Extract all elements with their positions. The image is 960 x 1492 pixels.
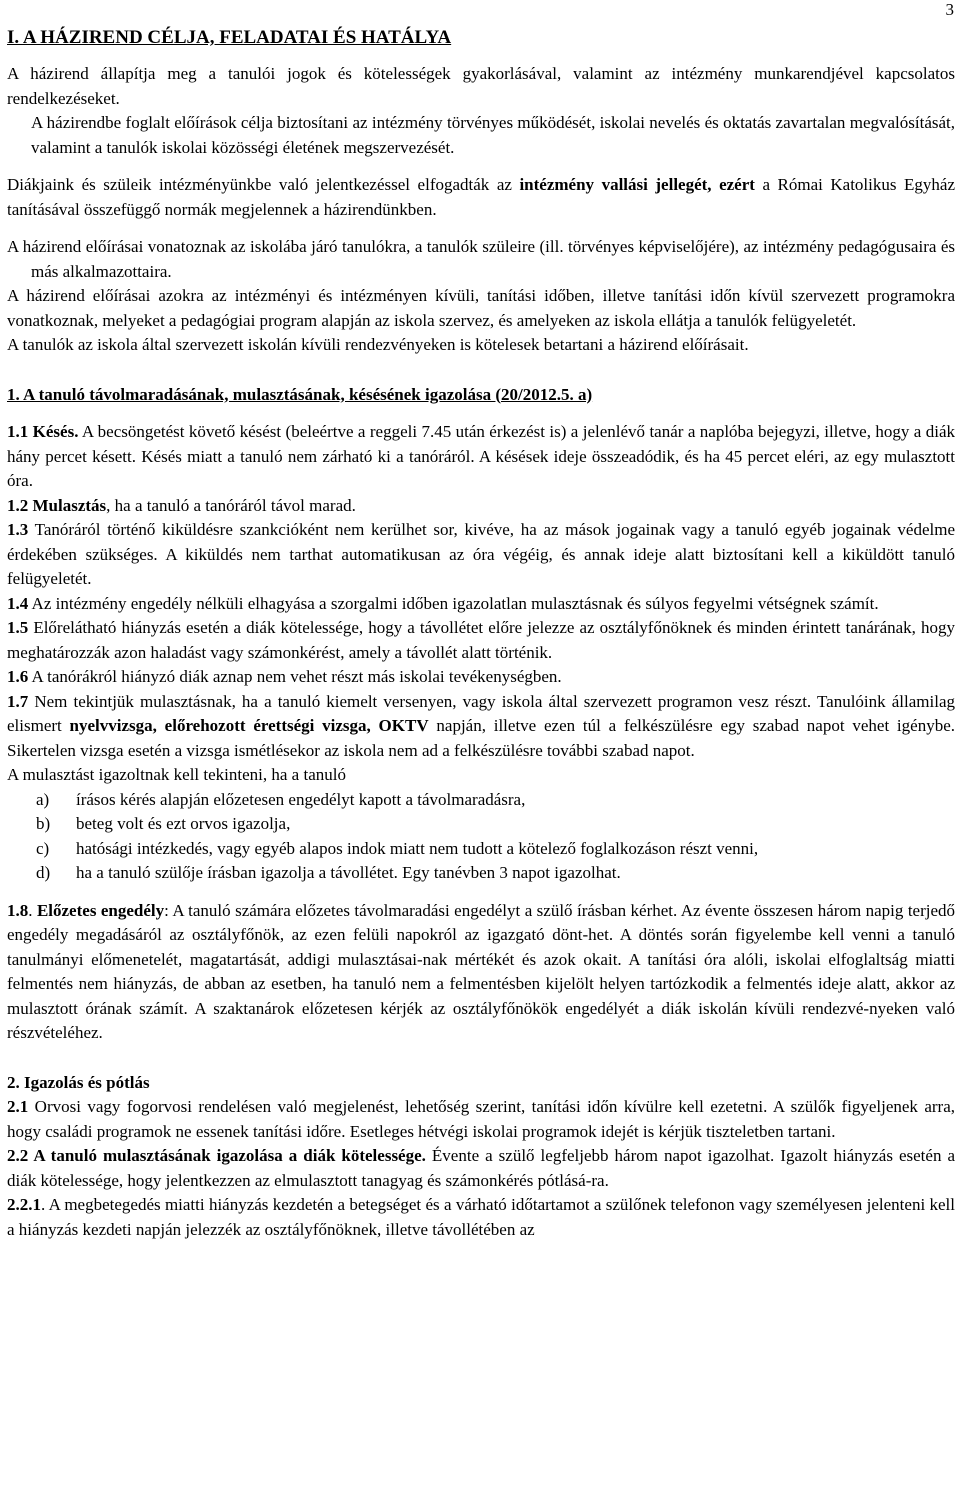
section-2-2-1: 2.2.1. A megbetegedés miatti hiányzás kezdetén a betegséget és a várható időtartamot a szülőnek telefonon vagy személyesen jelenteni kell a hiányzás kezdeti napján jelezzék az osztályfőnöknek, illetve távollétében az bbox=[7, 1195, 955, 1239]
section-1-1: 1.1 Késés. A becsöngetést követő késést (beleértve a reggeli 7.45 után érkezést is) a jelenlévő tanár a naplóba bejegyzi, illetve, hogy a diák hány percet késett. Késés miatt a tanuló nem zárható ki a tanóráról. A késések ideje összeadódik, és ha 45 percet eléri, az egy mulasztott óra. bbox=[7, 422, 955, 490]
section-1-2: 1.2 Mulasztás, ha a tanuló a tanóráról távol marad. bbox=[7, 495, 356, 515]
section-2-title: 2. Igazolás és pótlás bbox=[7, 1072, 150, 1092]
document-body bbox=[7, 26, 955, 1242]
section-2-2: 2.2 A tanuló mulasztásának igazolása a diák kötelessége. Évente a szülő legfeljebb három napot igazolhat. Igazolt hiányzás esetén a diák kötelessége, hogy jelentkezzen az elmulasztott tanagyag és számonkérés pótlásá-ra. bbox=[7, 1146, 955, 1190]
section-1-title: 1. A tanuló távolmaradásának, mulasztásának, késésének igazolása (20/2012.5. a) bbox=[7, 384, 593, 404]
section-1-8: 1.8. Előzetes engedély: A tanuló számára előzetes távolmaradási engedélyt a szülő írásban kérhet. Az évente összesen három napig terjedő engedély megadásáról az osztályfőnök, az ezen felüli napokról az igazgató dönt-het. A döntés során figyelembe kell venni a tanuló tanulmányi előmenetelét, magatartását, addigi mulasztásai-nak mértékét és azok okait. A tanítási óra alóli, iskolai elfoglaltság miatti felmentés nem hiányzás, de abban az esetben, ha tanuló nem a felmentésben kijelölt helyen tartózkodik a felmentés ideje alatt, akkor az mulasztott órának számít. A szaktanárok előzetesen kérjék az osztályfőnökök engedélyét a diák iskolán kívüli rendezvé-nyeken való részvételéhez. bbox=[7, 900, 956, 1042]
list-item: b) beteg volt és ezt orvos igazolja, bbox=[36, 814, 291, 833]
section-1-4: 1.4 Az intézmény engedély nélküli elhagyása a szorgalmi időben igazolatlan mulasztásnak és súlyos fegyelmi vétségnek számít. bbox=[7, 593, 879, 613]
intro-paragraph-2: A házirendbe foglalt előírások célja biztosítani az intézmény törvényes működését, iskolai nevelés és oktatás zavartalan megvalósítását, valamint a tanulók iskolai közösségi életének megszervezését. bbox=[31, 113, 955, 157]
intro-paragraph-6: A tanulók az iskola által szervezett iskolán kívüli rendezvényeken is kötelesek betartani a házirend előírásait. bbox=[7, 335, 749, 354]
section-1-7: 1.7 Nem tekintjük mulasztásnak, ha a tanuló kiemelt versenyen, vagy iskola által szervezett programon vesz részt. Tanulóink államilag elismert nyelvvizsga, előrehozott érettségi vizsga, OKTV napján, illetve ezen túl a felkészülésre egy szabad napot vehet igénybe. Sikertelen vizsga esetén a vizsga ismétlésekor az iskola nem ad a felkészülésre további szabad napot. bbox=[7, 691, 956, 760]
list-item: a) írásos kérés alapján előzetesen engedélyt kapott a távolmaradásra, bbox=[36, 789, 526, 809]
intro-paragraph-3: Diákjaink és szüleik intézményünkbe való jelentkezéssel elfogadták az intézmény vallási jellegét, ezért a Római Katolikus Egyház tanításával összefüggő normák megjelennek a házirendünkben. bbox=[7, 175, 956, 219]
intro-paragraph-4: A házirend előírásai vonatoznak az iskolába járó tanulókra, a tanulók szüleire (ill. törvényes képviselőjére), az intézmény pedagógusaira és más alkalmazottaira. bbox=[7, 237, 955, 281]
list-item: c) hatósági intézkedés, vagy egyéb alapos indok miatt nem tudott a kötelező foglalkozáson részt venni, bbox=[36, 838, 759, 858]
section-1-6: 1.6 A tanórákról hiányzó diák aznap nem vehet részt más iskolai tevékenységben. bbox=[7, 667, 562, 686]
page-number: 3 bbox=[945, 0, 954, 19]
list-item: d) ha a tanuló szülője írásban igazolja a távollétet. Egy tanévben 3 napot igazolhat. bbox=[36, 863, 621, 882]
chapter-heading: I. A HÁZIREND CÉLJA, FELADATAI ÉS HATÁLYA bbox=[7, 27, 452, 48]
intro-paragraph-5: A házirend előírásai azokra az intézményi és intézményen kívüli, tanítási időben, illetve tanítási időn kívül szervezett programokra vonatkoznak, melyeket a pedagógiai program alapján az iskola szervez, és amelyeken az iskola ellátja a tanulók felügyeletét. bbox=[7, 286, 955, 330]
excused-intro: A mulasztást igazoltnak kell tekinteni, ha a tanuló bbox=[7, 765, 346, 784]
section-1-5: 1.5 Előrelátható hiányzás esetén a diák kötelessége, hogy a távollétet előre jelezze az osztályfőnöknek és minden érintett tanárának, hogy meghatározzák azon haladást vagy számonkérést, amely a távollét alatt történik. bbox=[7, 618, 955, 662]
intro-paragraph-1: A házirend állapítja meg a tanulói jogok és kötelességek gyakorlásával, valamint az intézmény munkarendjével kapcsolatos rendelkezéseket. bbox=[7, 64, 955, 108]
section-1-3: 1.3 Tanóráról történő kiküldésre szankcióként nem kerülhet sor, kivéve, ha az mások jogainak vagy a tanuló egyéb jogainak védelme érdekében szükséges. A kiküldés nem tarthat automatikusan az óra végéig, és annak ideje alatt biztosítani kell a kiküldött tanuló felügyeletét. bbox=[7, 520, 955, 588]
section-2-1: 2.1 Orvosi vagy fogorvosi rendelésen való megjelenést, lehetőség szerint, tanítási időn kívülre kell ezetetni. A szülők figyeljenek arra, hogy családi programok ne essenek tanítási időre. Esetleges hétvégi iskolai programok idejét is kérjük tiszteletben tartani. bbox=[7, 1097, 955, 1141]
